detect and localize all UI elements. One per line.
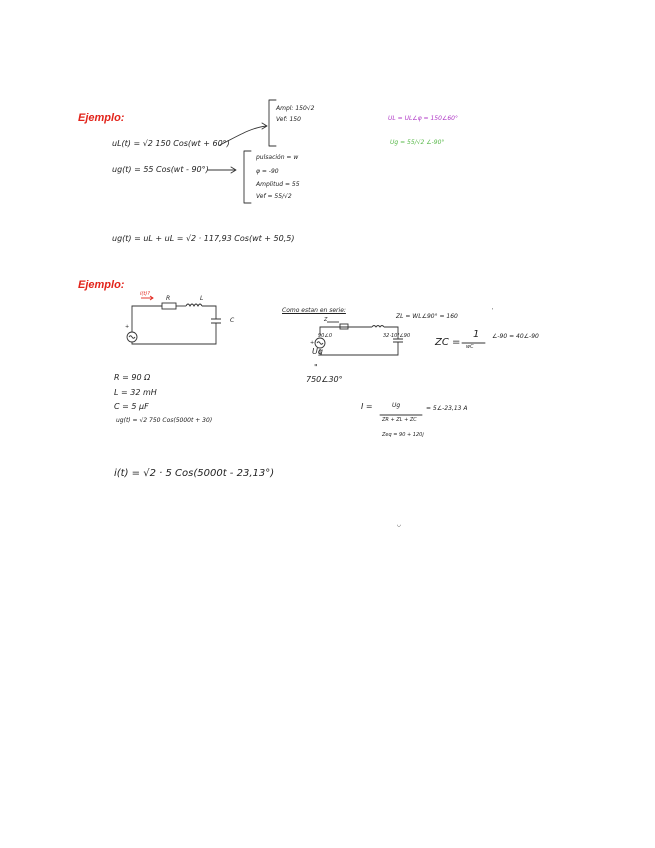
zeq-equation: Zeq = 90 + 120j (382, 432, 424, 438)
current-numerator: Ug (392, 402, 401, 409)
stray-mark: ◡ (397, 522, 401, 528)
ug-note-vef: Vef = 55/√2 (256, 193, 292, 200)
resistor-symbol (162, 303, 176, 309)
current-label: i(t)? (140, 291, 150, 297)
zc-numerator: 1 (473, 329, 480, 340)
value-source: ug(t) = √2 750 Cos(5000t + 30) (116, 417, 213, 424)
ug-equation: ug(t) = 55 Cos(wt - 90°) (112, 165, 209, 174)
example2-heading: Ejemplo: (78, 279, 125, 291)
rlc-circuit (127, 296, 221, 344)
phasor-l-impedance: 32·10³∠90 (383, 333, 411, 339)
ug-phasor-value: 750∠30° (306, 375, 343, 384)
ul-note-vef: Vef: 150 (276, 116, 301, 123)
current-denominator: ZR + ZL + ZC (382, 417, 417, 423)
ul-equation: uL(t) = √2 150 Cos(wt + 60°) (112, 139, 230, 148)
current-rhs: = 5∠-23,13 A (426, 405, 468, 412)
example1-heading: Ejemplo: (78, 112, 125, 124)
arrow-ul (220, 126, 266, 145)
phasor-source-plus: + (310, 340, 315, 346)
source-plus-label: + (125, 324, 130, 330)
phasor-z-label: Z (324, 317, 328, 323)
ug-quote: " (314, 363, 318, 372)
zl-equation: ZL = WL∠90° = 160 (396, 313, 458, 320)
phasor-r-impedance: 90∠0 (318, 333, 333, 339)
capacitor-symbol (211, 319, 221, 323)
brace-ul (269, 100, 276, 146)
brace-ug (244, 151, 251, 203)
capacitor-label: C (230, 317, 235, 324)
series-title: Como estan en serie: (282, 307, 346, 314)
result-equation: i(t) = √2 · 5 Cos(5000t - 23,13°) (114, 468, 275, 479)
phasor-ug-label: Ug (312, 347, 323, 356)
ug-note-phase: φ = -90 (256, 168, 279, 175)
zc-lhs: ZC = (435, 337, 461, 348)
ul-note-amplitude: Ampl: 150√2 (276, 105, 315, 112)
phasor-ug: Ug = 55/√2 ∠-90° (390, 139, 445, 146)
phasor-ul: UL = UL∠φ = 150∠60° (388, 115, 458, 122)
sum-equation: ug(t) = uL + uL = √2 · 117,93 Cos(wt + 50,5) (112, 234, 295, 243)
inductor-label: L (200, 295, 204, 302)
ug-note-pulsation: pulsación = w (256, 154, 299, 161)
value-capacitance: C = 5 μF (114, 402, 149, 411)
inductor-symbol (186, 304, 202, 306)
stray-tick: ' (492, 308, 494, 314)
value-inductance: L = 32 mH (114, 388, 157, 397)
zc-denominator: wC (466, 344, 474, 350)
zc-rhs: ∠-90 = 40∠-90 (492, 333, 539, 340)
current-lhs: I = (361, 402, 373, 411)
value-resistance: R = 90 Ω (114, 373, 151, 382)
resistor-label: R (166, 295, 171, 302)
ug-note-amplitude: Amplitud = 55 (256, 181, 300, 188)
phasor-circuit (315, 322, 403, 355)
